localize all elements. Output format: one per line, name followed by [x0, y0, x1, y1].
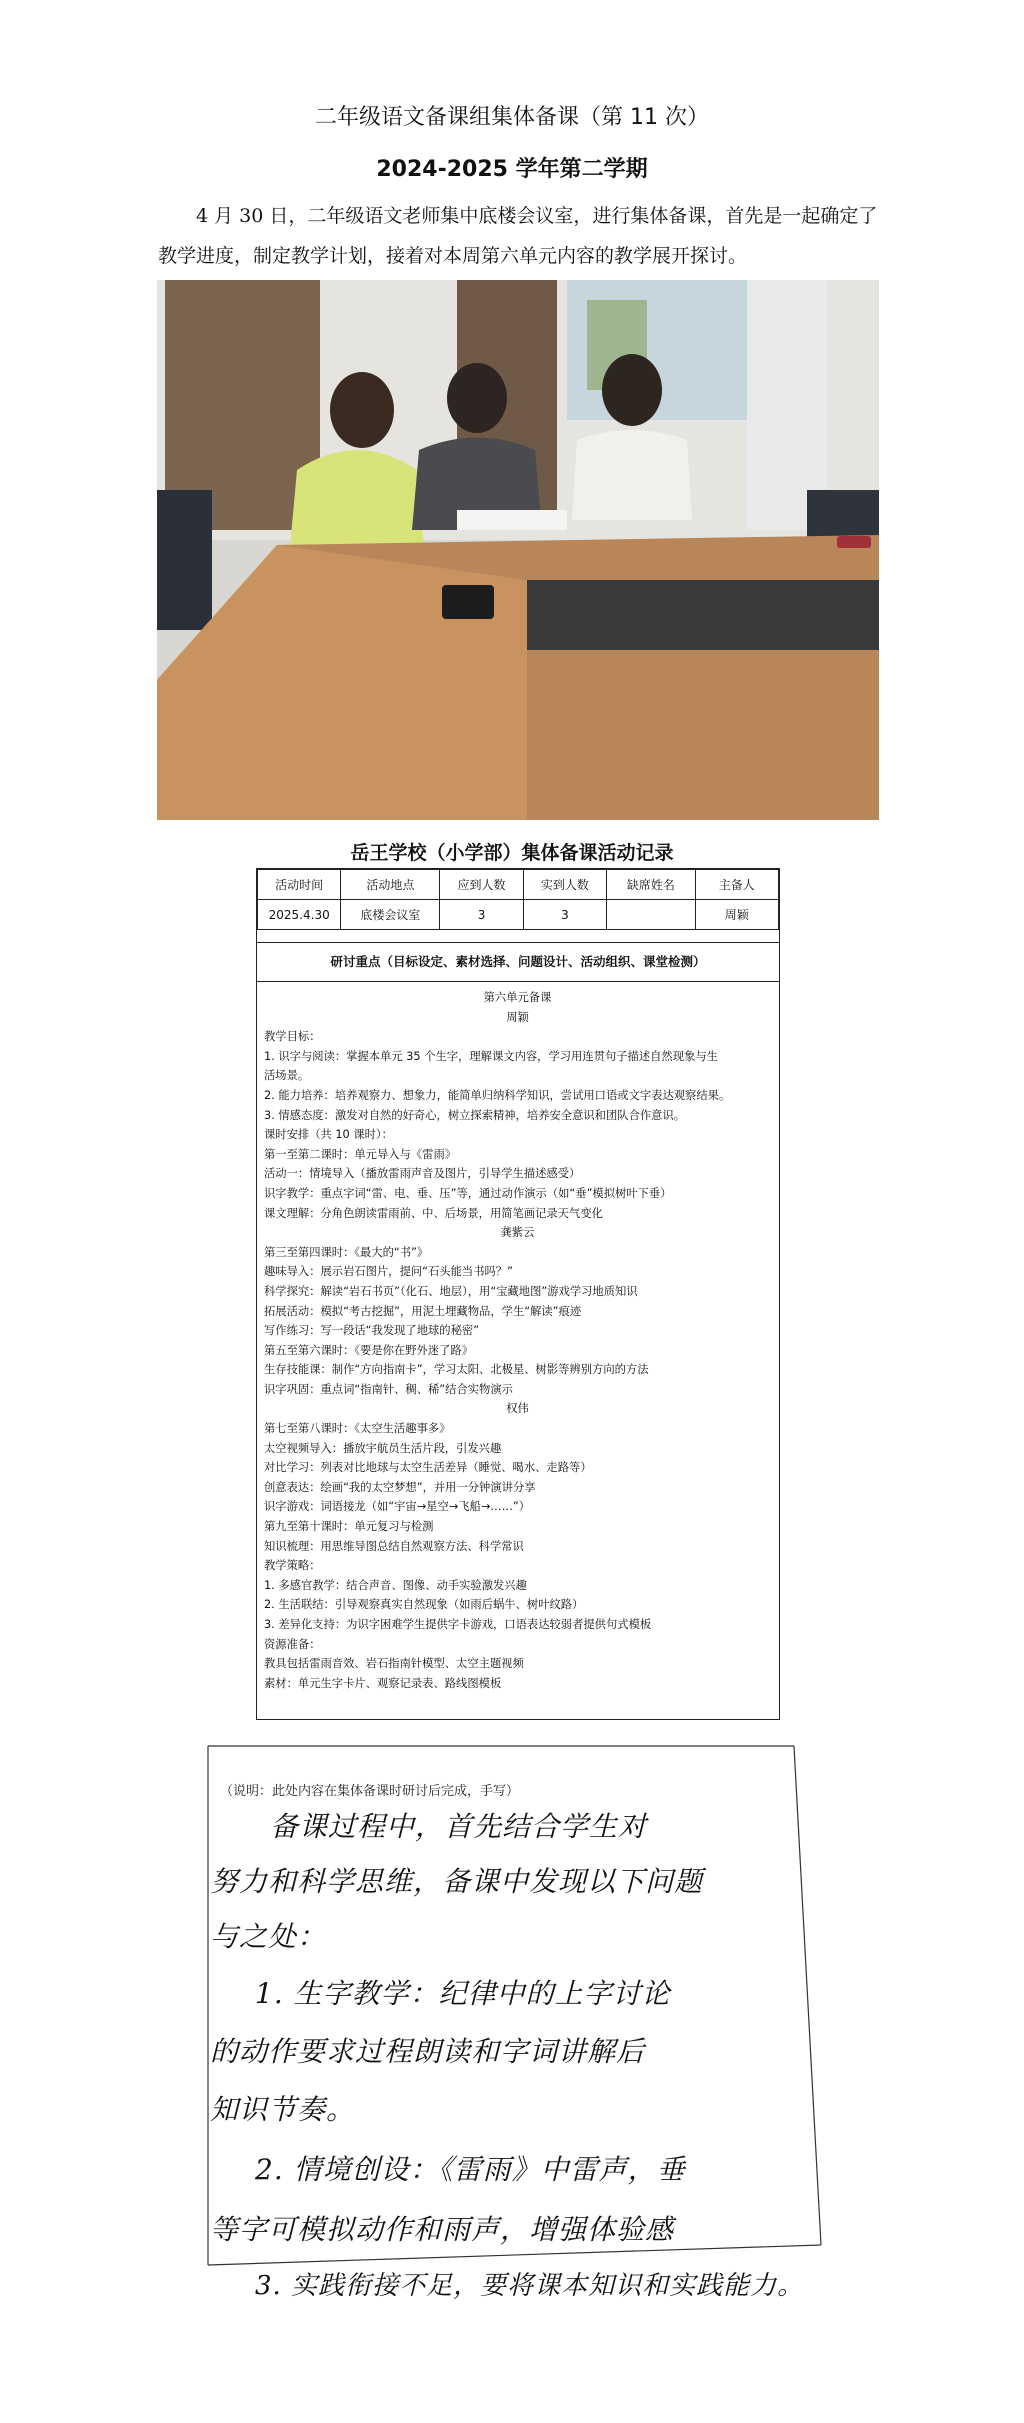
lesson-plan — [257, 982, 779, 1693]
term-subtitle: 2024-2025 学年第二学期 — [376, 157, 648, 182]
handwritten-line: 知识节奏。 — [210, 2093, 356, 2126]
record-title: 岳王学校（小学部）集体备课活动记录 — [350, 842, 674, 864]
plan-line: 素材：单元生字卡片、观察记录表、路线图模板 — [264, 1676, 502, 1690]
plan-line: 生存技能课：制作“方向指南卡”，学习太阳、北极星、树影等辨别方向的方法 — [264, 1363, 649, 1377]
record-table — [256, 868, 780, 1720]
plan-line: 创意表达：绘画“我的太空梦想”，并用一分钟演讲分享 — [264, 1480, 536, 1494]
handwritten-line: 1. 生字教学：纪律中的上字讨论 — [255, 1977, 671, 2010]
table-row — [258, 900, 779, 930]
table-header-row — [258, 870, 779, 900]
plan-line: 教学目标： — [264, 1030, 321, 1044]
attendance-table — [257, 869, 779, 930]
plan-line: 活场景。 — [264, 1069, 310, 1083]
plan-line: 第九至第十课时：单元复习与检测 — [264, 1520, 434, 1534]
plan-line: 识字教学：重点字词“雷、电、垂、压”等，通过动作演示（如“垂”模拟树叶下垂） — [264, 1186, 672, 1200]
author-name: 龚紫云 — [500, 1226, 535, 1240]
handwriting-instruction: （说明：此处内容在集体备课时研讨后完成，手写） — [220, 1784, 520, 1799]
plan-line: 教学策略： — [264, 1559, 321, 1573]
plan-line: 2. 生活联结：引导观察真实自然现象（如雨后蜗牛、树叶纹路） — [264, 1598, 584, 1612]
plan-line: 课文理解：分角色朗读雷雨前、中、后场景，用简笔画记录天气变化 — [264, 1206, 603, 1220]
author-name: 权伟 — [506, 1402, 529, 1416]
plan-line: 趣味导入：展示岩石图片，提问“石头能当书吗？” — [264, 1265, 513, 1279]
plan-line: 识字游戏：词语接龙（如“宇宙→星空→飞船→……”） — [264, 1500, 531, 1514]
plan-line: 识字巩固：重点词“指南针、稠、稀”结合实物演示 — [264, 1382, 513, 1396]
value-cell: 周颖 — [695, 900, 778, 930]
value-cell: 底楼会议室 — [341, 900, 440, 930]
plan-line: 1. 多感官教学：结合声音、图像、动手实验激发兴趣 — [264, 1578, 527, 1592]
plan-line: 教具包括雷雨音效、岩石指南针模型、太空主题视频 — [264, 1657, 524, 1671]
handwritten-line: 努力和科学思维，备课中发现以下问题 — [210, 1865, 704, 1898]
header-cell: 缺席姓名 — [607, 870, 696, 900]
header-cell: 主备人 — [695, 870, 778, 900]
plan-line: 资源准备： — [264, 1637, 321, 1651]
author-name: 周颖 — [506, 1010, 529, 1024]
header-cell: 实到人数 — [523, 870, 606, 900]
header-cell: 活动地点 — [341, 870, 440, 900]
handwritten-line: 备课过程中，首先结合学生对 — [270, 1810, 648, 1843]
handwritten-line: 与之处： — [210, 1920, 327, 1953]
plan-line: 对比学习：列表对比地球与太空生活差异（睡觉、喝水、走路等） — [264, 1461, 592, 1475]
plan-line: 科学探究：解读“岩石书页”（化石、地层），用“宝藏地图”游戏学习地质知识 — [264, 1284, 638, 1298]
value-cell: 3 — [523, 900, 606, 930]
handwritten-line: 2. 情境创设：《雷雨》中雷声，垂 — [255, 2153, 686, 2186]
intro-paragraph: 4 月 30 日，二年级语文老师集中底楼会议室，进行集体备课，首先是一起确定了教学进度，制定教学计划，接着对本周第六单元内容的教学展开探讨。 — [158, 205, 878, 267]
header-cell: 活动时间 — [258, 870, 341, 900]
plan-line: 1. 识字与阅读：掌握本单元 35 个生字，理解课文内容，学习用连贯句子描述自然现象与生 — [264, 1049, 718, 1063]
plan-line: 3. 差异化支持：为识字困难学生提供字卡游戏，口语表达较弱者提供句式模板 — [264, 1618, 652, 1631]
plan-line: 太空视频导入：播放宇航员生活片段，引发兴趣 — [264, 1441, 502, 1455]
unit-title: 第六单元备课 — [483, 991, 552, 1004]
plan-line: 第七至第八课时：《太空生活趣事多》 — [264, 1422, 451, 1436]
plan-line: 拓展活动：模拟“考古挖掘”，用泥土埋藏物品，学生“解读”痕迹 — [264, 1304, 582, 1318]
plan-line: 第一至第二课时：单元导入与《雷雨》 — [264, 1147, 457, 1161]
meeting-photo — [157, 280, 879, 820]
plan-line: 第三至第四课时：《最大的“书”》 — [264, 1245, 429, 1259]
focus-heading: 研讨重点（目标设定、素材选择、问题设计、活动组织、课堂检测） — [257, 943, 779, 982]
plan-section-b — [264, 1243, 771, 1400]
plan-line: 活动一：情境导入（播放雷雨声音及图片，引导学生描述感受） — [264, 1167, 581, 1181]
value-cell — [607, 900, 696, 930]
handwritten-line: 等字可模拟动作和雨声，增强体验感 — [210, 2213, 675, 2246]
value-cell: 2025.4.30 — [258, 900, 341, 930]
plan-section-a — [264, 1027, 771, 1223]
handwritten-line: 的动作要求过程朗读和字词讲解后 — [210, 2035, 646, 2068]
plan-line: 知识梳理：用思维导图总结自然观察方法、科学常识 — [264, 1539, 524, 1553]
value-cell: 3 — [440, 900, 523, 930]
plan-line: 第五至第六课时：《要是你在野外迷了路》 — [264, 1343, 473, 1357]
plan-line: 2. 能力培养：培养观察力、想象力，能简单归纳科学知识，尝试用口语或文字表达观察结果。 — [264, 1088, 731, 1102]
header-cell: 应到人数 — [440, 870, 523, 900]
document-title: 二年级语文备课组集体备课（第 11 次） — [315, 105, 709, 130]
plan-line: 课时安排（共 10 课时）： — [264, 1128, 393, 1142]
spacer-row — [257, 930, 779, 943]
plan-line: 3. 情感态度：激发对自然的好奇心，树立探索精神，培养安全意识和团队合作意识。 — [264, 1108, 686, 1122]
handwritten-line: 3. 实践衔接不足，要将课本知识和实践能力。 — [255, 2271, 805, 2301]
plan-section-c — [264, 1419, 771, 1693]
plan-line: 写作练习：写一段话“我发现了地球的秘密” — [264, 1324, 480, 1338]
